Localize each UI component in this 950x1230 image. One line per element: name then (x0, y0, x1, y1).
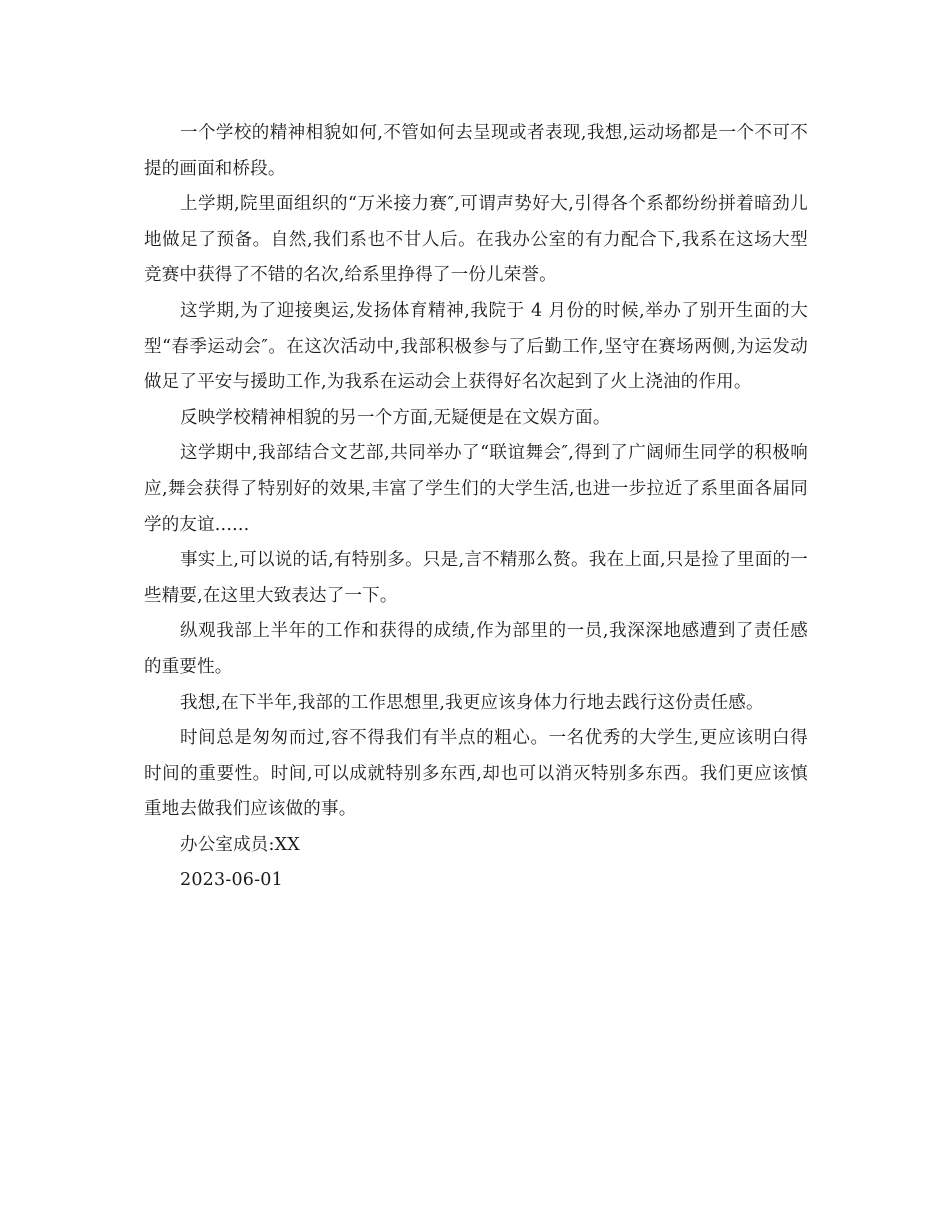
document-body (144, 116, 808, 899)
paragraph-3: 这学期,为了迎接奥运,发扬体育精神,我院于 4 月份的时候,举办了别开生面的大型“春季运动会″。在这次活动中,我部积极参与了后勤工作,坚守在赛场两侧,为运发动做足了平安与援助工作,为我系在运动会上获得好名次起到了火上浇油的作用。 (144, 300, 808, 393)
paragraph-7: 纵观我部上半年的工作和获得的成绩,作为部里的一员,我深深地感遭到了责任感的重要性。 (144, 621, 808, 677)
paragraph-8: 我想,在下半年,我部的工作思想里,我更应该身体力行地去践行这份责任感。 (180, 692, 764, 713)
signature-line: 办公室成员:XX (180, 834, 300, 855)
paragraph-5: 这学期中,我部结合文艺部,共同举办了“联谊舞会″,得到了广阔师生同学的积极响应,舞会获得了特别好的效果,丰富了学生们的大学生活,也进一步拉近了系里面各届同学的友谊...... (144, 443, 808, 535)
paragraph-1: 一个学校的精神相貌如何,不管如何去呈现或者表现,我想,运动场都是一个不可不提的画面和桥段。 (144, 123, 808, 179)
paragraph-6: 事实上,可以说的话,有特别多。只是,言不精那么赘。我在上面,只是捡了里面的一些精要,在这里大致表达了一下。 (144, 550, 808, 606)
paragraph-2: 上学期,院里面组织的“万米接力赛″,可谓声势好大,引得各个系都纷纷拼着暗劲儿地做足了预备。自然,我们系也不甘人后。在我办公室的有力配合下,我系在这场大型竞赛中获得了不错的名次,给系里挣得了一份儿荣誉。 (144, 194, 808, 286)
date-line: 2023-06-01 (180, 870, 283, 891)
paragraph-4: 反映学校精神相貌的另一个方面,无疑便是在文娱方面。 (180, 407, 611, 428)
paragraph-9: 时间总是匆匆而过,容不得我们有半点的粗心。一名优秀的大学生,更应该明白得时间的重要性。时间,可以成就特别多东西,却也可以消灭特别多东西。我们更应该慎重地去做我们应该做的事。 (144, 728, 808, 820)
